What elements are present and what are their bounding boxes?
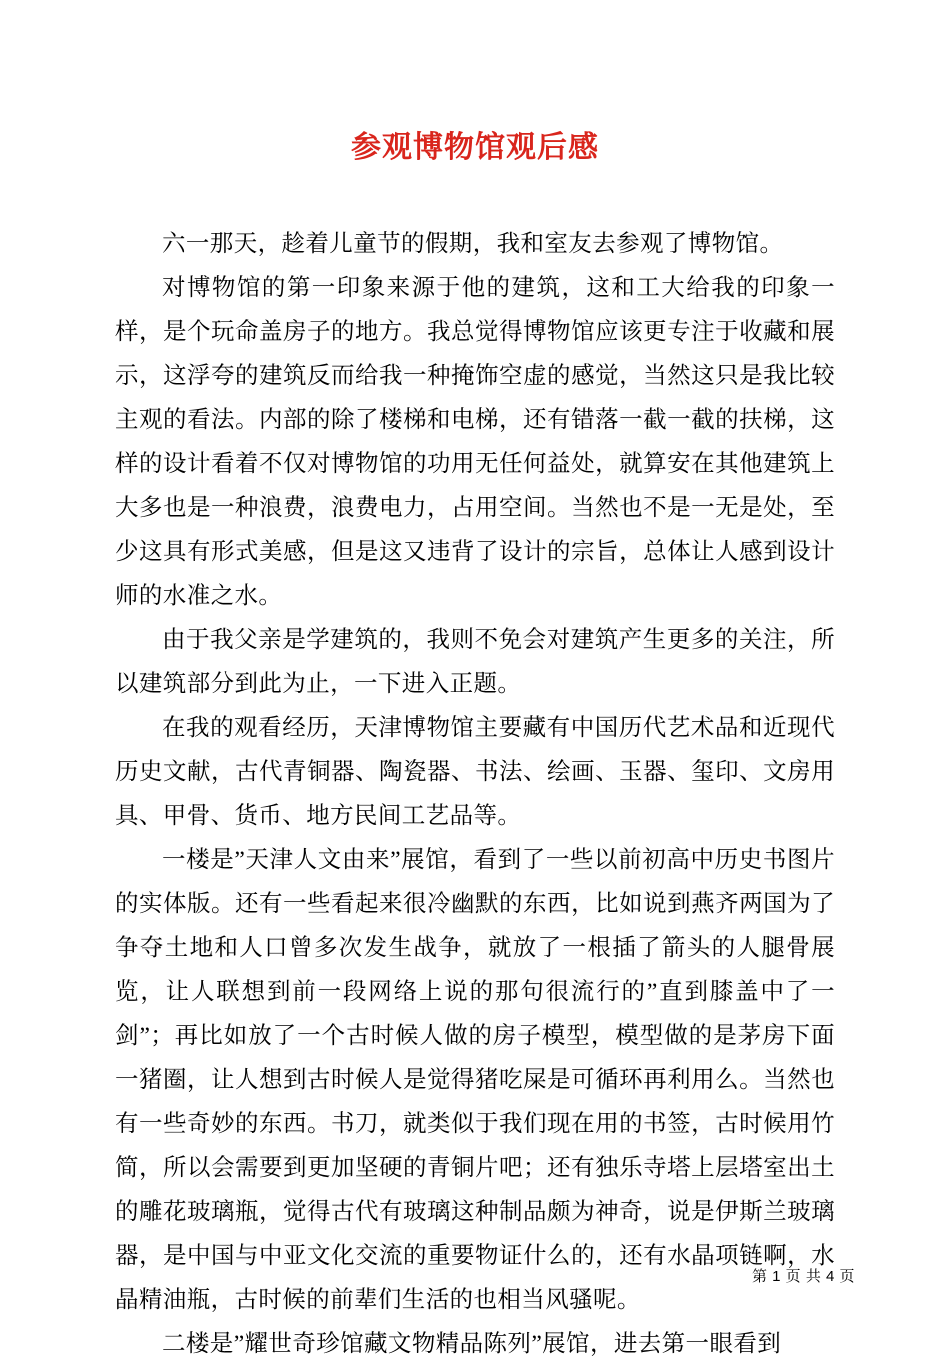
- page-title: 参观博物馆观后感: [351, 131, 599, 164]
- paragraph: 由于我父亲是学建筑的，我则不免会对建筑产生更多的关注，所以建筑部分到此为止，一下进入正题。: [115, 627, 835, 697]
- paragraph: 六一那天，趁着儿童节的假期，我和室友去参观了博物馆。: [162, 231, 784, 257]
- page-footer: 第 1 页 共 4 页: [751, 1268, 855, 1285]
- document-body: [115, 166, 835, 1366]
- paragraph: 对博物馆的第一印象来源于他的建筑，这和工大给我的印象一样，是个玩命盖房子的地方。我总觉得博物馆应该更专注于收藏和展示，这浮夸的建筑反而给我一种掩饰空虚的感觉，当然这只是我比较主观的看法。内部的除了楼梯和电梯，还有错落一截一截的扶梯，这样的设计看着不仅对博物馆的功用无任何益处，就算安在其他建筑上大多也是一种浪费，浪费电力，占用空间。当然也不是一无是处，至少这具有形式美感，但是这又违背了设计的宗旨，总体让人感到设计师的水准之水。: [115, 275, 835, 609]
- paragraph: 一楼是”天津人文由来”展馆，看到了一些以前初高中历史书图片的实体版。还有一些看起来很冷幽默的东西，比如说到燕齐两国为了争夺土地和人口曾多次发生战争，就放了一根插了箭头的人腿骨展览，让人联想到前一段网络上说的那句很流行的”直到膝盖中了一剑”；再比如放了一个古时候人做的房子模型，模型做的是茅房下面一猪圈，让人想到古时候人是觉得猪吃屎是可循环再利用么。当然也有一些奇妙的东西。书刀，就类似于我们现在用的书签，古时候用竹简，所以会需要到更加坚硬的青铜片吧；还有独乐寺塔上层塔室出土的雕花玻璃瓶，觉得古代有玻璃这种制品颇为神奇，说是伊斯兰玻璃器，是中国与中亚文化交流的重要物证什么的，还有水晶项链啊，水晶精油瓶，古时候的前辈们生活的也相当风骚呢。: [115, 847, 835, 1313]
- paragraph: 在我的观看经历，天津博物馆主要藏有中国历代艺术品和近现代历史文献，古代青铜器、陶瓷器、书法、绘画、玉器、玺印、文房用具、甲骨、货币、地方民间工艺品等。: [115, 715, 835, 829]
- paragraph: 二楼是”耀世奇珍馆藏文物精品陈列”展馆，进去第一眼看到: [162, 1331, 782, 1357]
